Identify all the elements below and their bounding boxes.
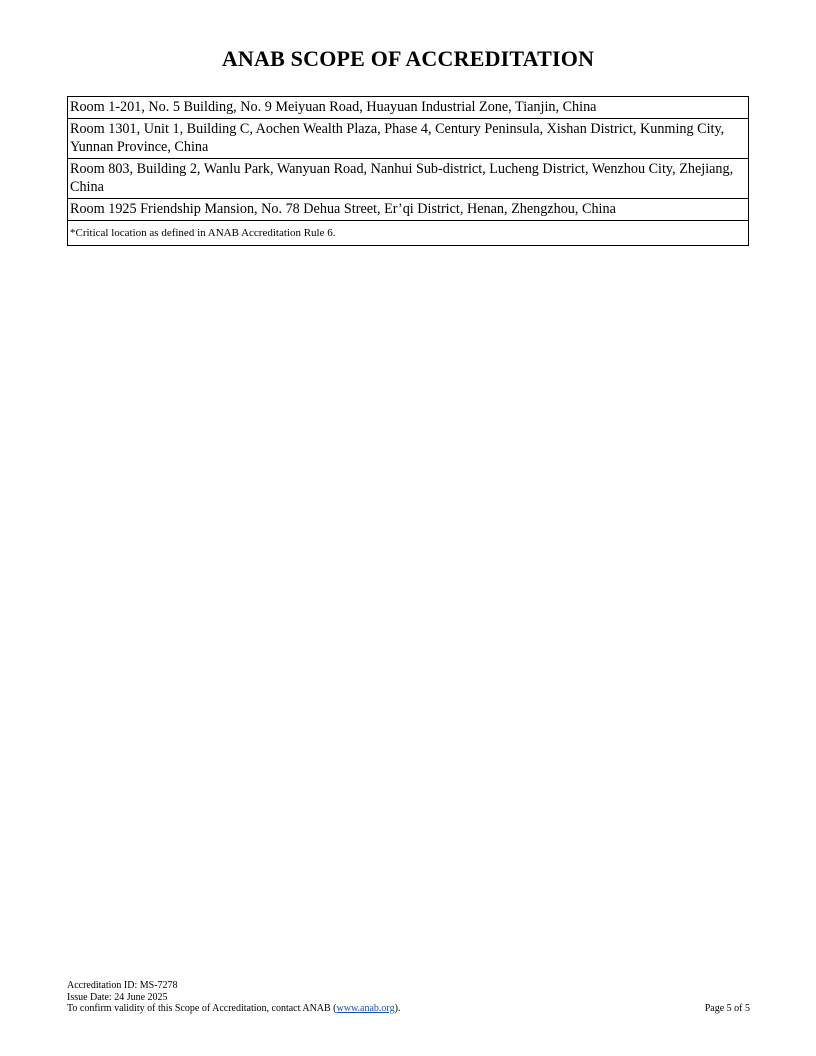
footer-row [67,1003,750,1015]
table-row [68,159,749,199]
location-cell: Room 1-201, No. 5 Building, No. 9 Meiyuan Road, Huayuan Industrial Zone, Tianjin, China [68,97,749,119]
issue-date: Issue Date: 24 June 2025 [67,991,168,1003]
page-footer [67,980,750,1015]
page-number: Page 5 of 5 [704,1003,750,1014]
table-row [68,97,749,119]
location-cell: Room 1301, Unit 1, Building C, Aochen Wealth Plaza, Phase 4, Century Peninsula, Xishan District, Kunming City, Yunnan Province, China [68,119,749,159]
confirm-validity-text [67,1003,400,1015]
accreditation-id: Accreditation ID: MS-7278 [67,980,178,991]
table-row [68,221,749,246]
page-title: ANAB SCOPE OF ACCREDITATION [221,46,595,71]
footnote-cell: *Critical location as defined in ANAB Accreditation Rule 6. [68,221,749,246]
locations-table [67,96,749,246]
confirm-prefix: To confirm validity of this Scope of Accreditation, contact ANAB ( [67,1003,337,1014]
table-row [68,199,749,221]
confirm-suffix: ). [394,1003,401,1014]
location-cell: Room 1925 Friendship Mansion, No. 78 Dehua Street, Er’qi District, Henan, Zhengzhou, China [68,199,749,221]
location-cell: Room 803, Building 2, Wanlu Park, Wanyuan Road, Nanhui Sub-district, Lucheng District, Wenzhou City, Zhejiang, China [68,159,749,199]
table-row [68,119,749,159]
anab-website-link[interactable]: www.anab.org [336,1003,395,1014]
